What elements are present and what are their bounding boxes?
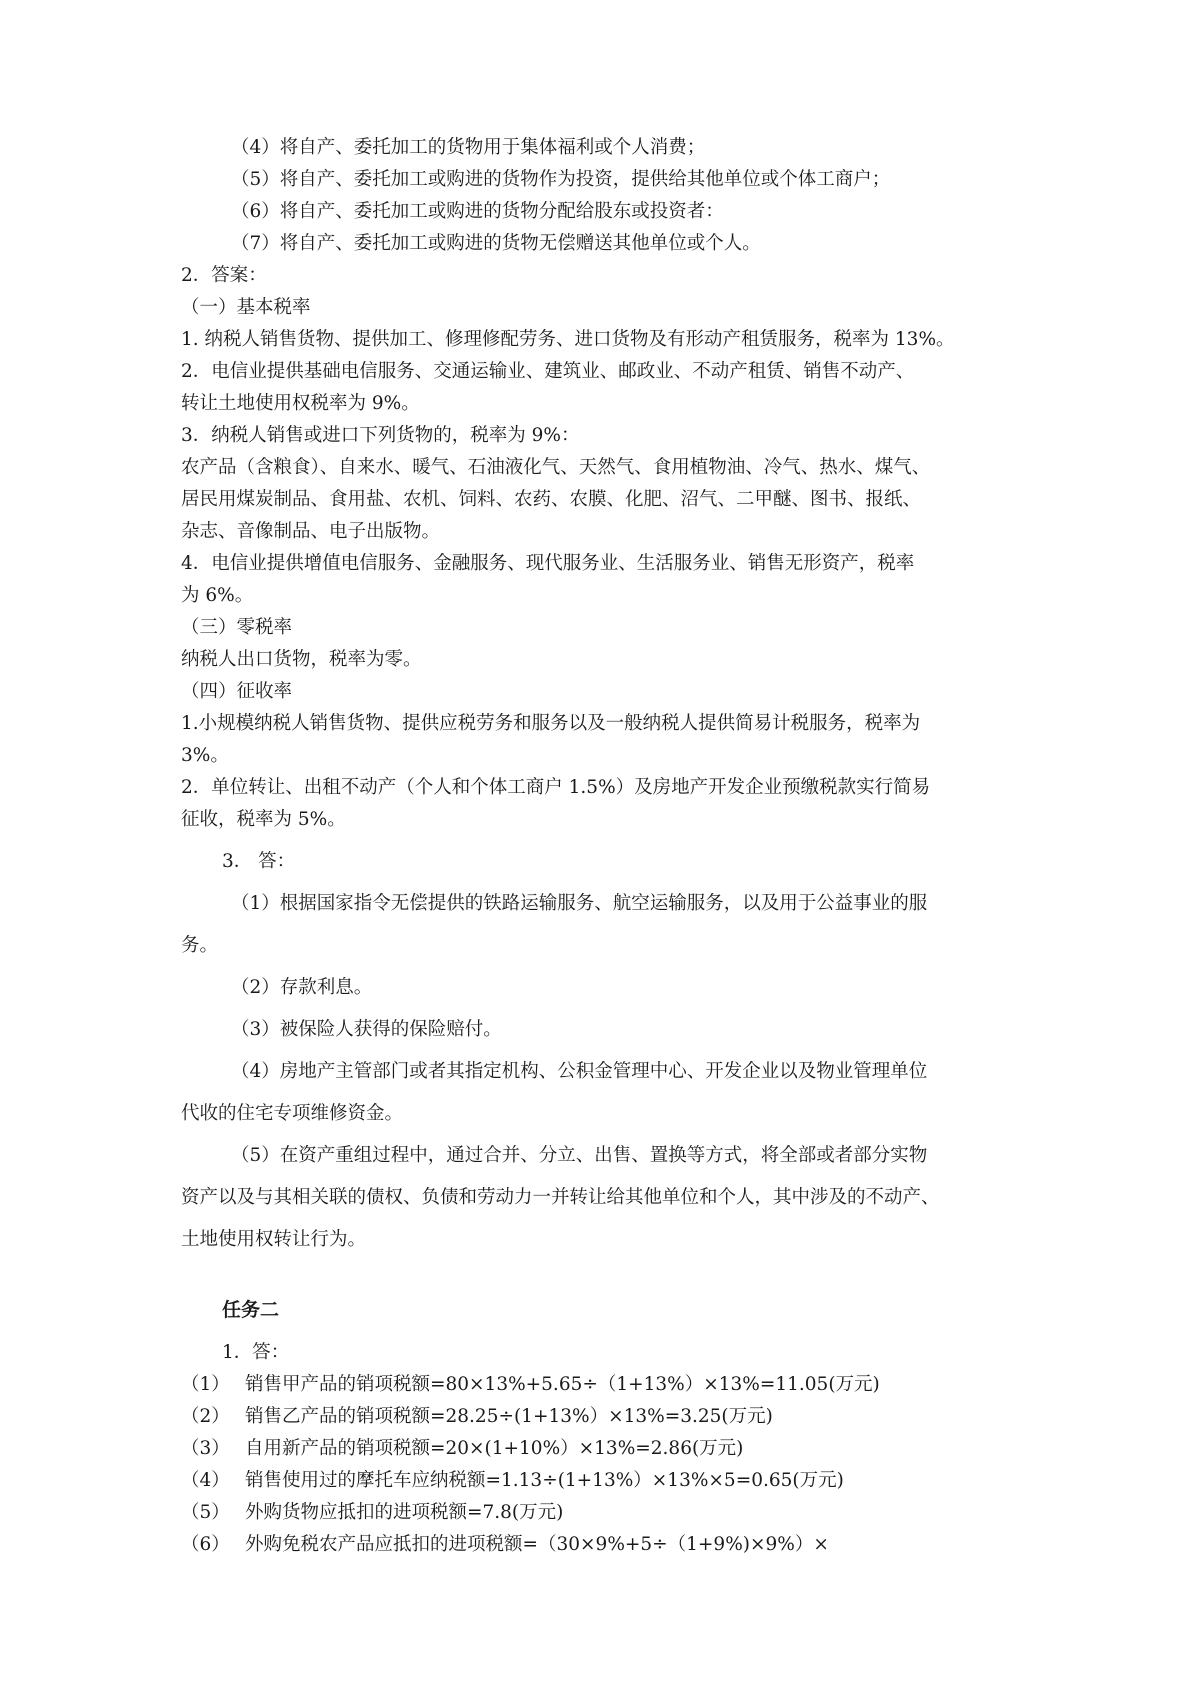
calc-row-number: （6） [181,1534,230,1555]
calc-row [181,1470,844,1492]
exempt-item-2: （2）存款利息。 [231,977,373,998]
exempt-item-5a: （5）在资产重组过程中，通过合并、分立、出售、置换等方式，将全部或者部分实物 [231,1145,928,1166]
list-item-7: （7）将自产、委托加工或购进的货物无偿赠送其他单位或个人。 [231,233,761,254]
calc-row [181,1406,773,1428]
calc-row [181,1502,563,1524]
list-item-5: （5）将自产、委托加工或购进的货物作为投资，提供给其他单位或个体工商户； [231,169,891,190]
calc-row-number: （3） [181,1438,230,1459]
calc-row-number: （4） [181,1470,230,1491]
task-2-title: 任务二 [222,1299,280,1321]
goods-list-line-3: 杂志、音像制品、电子出版物。 [181,521,441,542]
levy-rate-title: （四）征收率 [181,681,293,702]
exempt-item-5c: 土地使用权转让行为。 [181,1229,367,1250]
exempt-item-1a: （1）根据国家指令无偿提供的铁路运输服务、航空运输服务，以及用于公益事业的服 [231,893,928,914]
answer-2-heading: 2．答案： [181,265,267,286]
basic-rate-item-2a: 2．电信业提供基础电信服务、交通运输业、建筑业、邮政业、不动产租赁、销售不动产、 [181,361,915,382]
calc-row [181,1534,829,1556]
exempt-item-4a: （4）房地产主管部门或者其指定机构、公积金管理中心、开发企业以及物业管理单位 [231,1061,928,1082]
calc-row-text: 自用新产品的销项税额=20×(1+10%）×13%=2.86(万元) [245,1438,744,1459]
calc-row-number: （5） [181,1502,230,1523]
calc-row-text: 销售使用过的摩托车应纳税额=1.13÷(1+13%）×13%×5=0.65(万元) [245,1470,844,1491]
exempt-item-1b: 务。 [181,935,219,956]
basic-rate-item-4a: 4．电信业提供增值电信服务、金融服务、现代服务业、生活服务业、销售无形资产，税率 [181,553,915,574]
zero-rate-title: （三）零税率 [181,617,293,638]
exempt-item-5b: 资产以及与其相关联的债权、负债和劳动力一并转让给其他单位和个人，其中涉及的不动产、 [181,1187,940,1208]
task-2-answer-heading: 1．答： [222,1342,290,1363]
goods-list-line-1: 农产品（含粮食）、自来水、暖气、石油液化气、天然气、食用植物油、冷气、热水、煤气、 [181,457,931,478]
levy-rate-item-2a: 2．单位转让、出租不动产（个人和个体工商户 1.5%）及房地产开发企业预缴税款实行简易 [181,777,931,798]
exempt-item-4b: 代收的住宅专项维修资金。 [181,1103,404,1124]
list-item-6: （6）将自产、委托加工或购进的货物分配给股东或投资者： [231,201,724,222]
levy-rate-item-2b: 征收，税率为 5%。 [181,809,346,830]
calc-row-text: 销售乙产品的销项税额=28.25÷(1+13%）×13%=3.25(万元) [245,1406,773,1427]
goods-list-line-2: 居民用煤炭制品、食用盐、农机、饲料、农药、农膜、化肥、沼气、二甲醚、图书、报纸、 [181,489,922,510]
calc-row-text: 外购免税农产品应抵扣的进项税额=（30×9%+5÷（1+9%)×9%）× [245,1534,829,1555]
basic-rate-item-4b: 为 6%。 [181,585,254,606]
calc-row-text: 外购货物应抵扣的进项税额=7.8(万元) [245,1502,564,1523]
answer-3-heading: 3． 答： [222,851,296,872]
zero-rate-text: 纳税人出口货物，税率为零。 [181,649,422,670]
basic-rate-title: （一）基本税率 [181,297,311,318]
basic-rate-item-3: 3．纳税人销售或进口下列货物的，税率为 9%： [181,425,580,446]
levy-rate-item-1b: 3%。 [181,745,229,766]
basic-rate-item-2b: 转让土地使用权税率为 9%。 [181,393,420,414]
calc-row-text: 销售甲产品的销项税额=80×13%+5.65÷（1+13%）×13%=11.05(万元) [245,1374,880,1395]
exempt-item-3: （3）被保险人获得的保险赔付。 [231,1019,502,1040]
calc-row-number: （2） [181,1406,230,1427]
calc-row-number: （1） [181,1374,230,1395]
list-item-4: （4）将自产、委托加工的货物用于集体福利或个人消费； [231,137,706,158]
calc-row [181,1438,743,1460]
calc-row [181,1374,880,1396]
basic-rate-item-1: 1. 纳税人销售货物、提供加工、修理修配劳务、进口货物及有形动产租赁服务，税率为 13%。 [181,329,955,350]
levy-rate-item-1a: 1.小规模纳税人销售货物、提供应税劳务和服务以及一般纳税人提供简易计税服务，税率为 [181,713,921,734]
